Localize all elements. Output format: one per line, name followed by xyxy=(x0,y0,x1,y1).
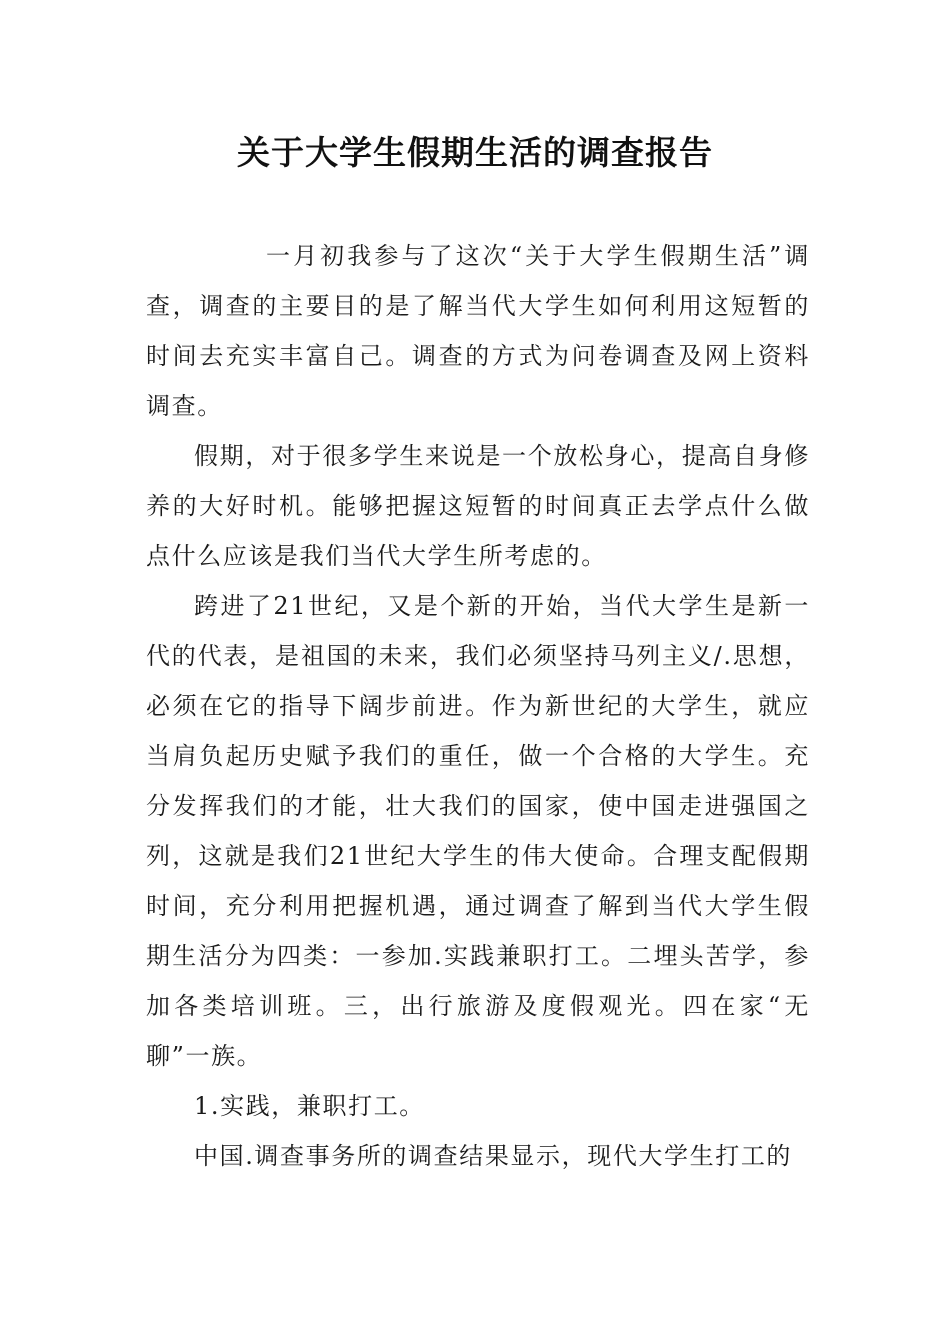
section-heading-practice: 1.实践，兼职打工。 xyxy=(194,1092,425,1120)
paragraph-holiday: 假期，对于很多学生来说是一个放松身心，提高自身修养的大好时机。能够把握这短暂的时间真正去学点什么做点什么应该是我们当代大学生所考虑的。 xyxy=(146,442,810,570)
paragraph-century: 跨进了21世纪，又是个新的开始，当代大学生是新一代的代表，是祖国的未来，我们必须坚持马列主义/.思想，必须在它的指导下阔步前进。作为新世纪的大学生，就应当肩负起历史赋予我们的重任，做一个合格的大学生。充分发挥我们的才能，壮大我们的国家，使中国走进强国之列，这就是我们21世纪大学生的伟大使命。合理支配假期时间，充分利用把握机遇，通过调查了解到当代大学生假期生活分为四类：一参加.实践兼职打工。二埋头苦学，参加各类培训班。三，出行旅游及度假观光。四在家“无聊”一族。 xyxy=(146,592,810,1070)
document-title: 关于大学生假期生活的调查报告 xyxy=(237,133,713,172)
paragraph-intro: 一月初我参与了这次“关于大学生假期生活”调查，调查的主要目的是了解当代大学生如何利用这短暂的时间去充实丰富自己。调查的方式为问卷调查及网上资料调查。 xyxy=(146,242,810,420)
paragraph-survey-result: 中国.调查事务所的调查结果显示，现代大学生打工的 xyxy=(194,1142,793,1170)
document-body xyxy=(146,231,810,1181)
